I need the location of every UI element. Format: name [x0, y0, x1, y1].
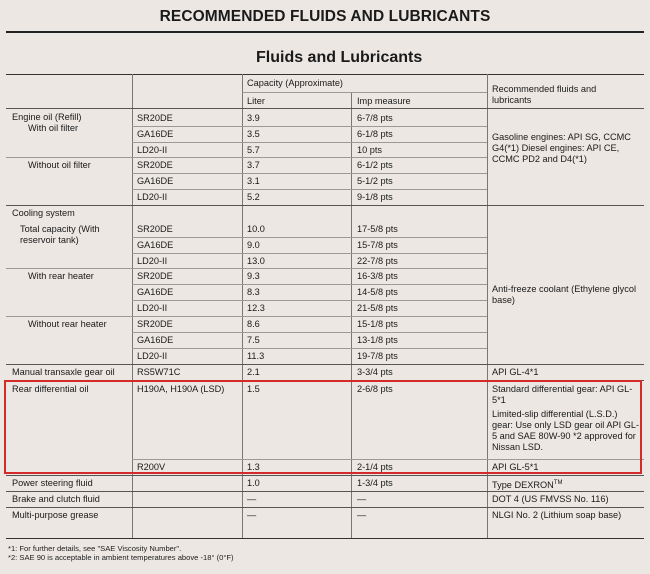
footnote-1: *1: For further details, see "SAE Viscosity Number". — [8, 544, 182, 553]
liter-cell: 5.7 — [247, 145, 260, 155]
liter-cell: 7.5 — [247, 335, 260, 345]
model-cell: GA16DE — [137, 176, 174, 186]
header-capacity: Capacity (Approximate) — [247, 78, 343, 88]
model-cell: GA16DE — [137, 129, 174, 139]
model-cell: GA16DE — [137, 240, 174, 250]
liter-cell: — — [247, 510, 257, 520]
table-top-rule — [6, 74, 644, 75]
without-oil-filter-label: Without oil filter — [28, 160, 91, 170]
model-cell: SR20DE — [137, 160, 173, 170]
liter-cell: 9.3 — [247, 271, 260, 281]
rear-differential-label: Rear differential oil — [12, 384, 89, 394]
row-rule — [132, 253, 487, 254]
liter-cell: 1.0 — [247, 478, 260, 488]
engine-oil-label: Engine oil (Refill) — [12, 112, 82, 122]
imp-cell: 2-1/4 pts — [357, 462, 393, 472]
row-rule — [132, 142, 487, 143]
imp-cell: 3-3/4 pts — [357, 367, 393, 377]
imp-cell: 19-7/8 pts — [357, 351, 398, 361]
row-rule — [132, 189, 487, 190]
liter-cell: 3.1 — [247, 176, 260, 186]
liter-cell: 8.3 — [247, 287, 260, 297]
without-rear-heater-label: Without rear heater — [28, 319, 107, 329]
grease-recommended: NLGI No. 2 (Lithium soap base) — [492, 510, 622, 520]
liter-cell: 3.7 — [247, 160, 260, 170]
model-cell: R200V — [137, 462, 166, 472]
row-rule — [132, 348, 487, 349]
liter-cell: 9.0 — [247, 240, 260, 250]
imp-cell: 17-5/8 pts — [357, 224, 398, 234]
liter-cell: 2.1 — [247, 367, 260, 377]
highlight-box — [4, 380, 642, 474]
header-recommended: Recommended fluids and lubricants — [492, 84, 597, 105]
section-title: Fluids and Lubricants — [256, 49, 423, 66]
liter-cell: 11.3 — [247, 351, 265, 361]
row-rule — [132, 300, 487, 301]
section-rule — [6, 475, 644, 476]
model-cell: H190A, H190A (LSD) — [137, 384, 225, 394]
imp-cell: 21-5/8 pts — [357, 303, 398, 313]
liter-cell: 12.3 — [247, 303, 265, 313]
engine-oil-recommended: Gasoline engines: API SG, CCMC G4(*1) Diesel engines: API CE, CCMC PD2 and D4(*1) — [492, 132, 631, 164]
with-oil-filter-label: With oil filter — [28, 123, 79, 133]
imp-cell: — — [357, 494, 367, 504]
liter-cell: 5.2 — [247, 192, 260, 202]
model-cell: GA16DE — [137, 287, 174, 297]
model-cell: GA16DE — [137, 335, 174, 345]
liter-cell: 13.0 — [247, 256, 265, 266]
imp-cell: 16-3/8 pts — [357, 271, 398, 281]
row-rule — [132, 173, 487, 174]
section-rule — [6, 364, 644, 365]
model-cell: SR20DE — [137, 113, 173, 123]
liter-cell: 10.0 — [247, 224, 265, 234]
imp-cell: 13-1/8 pts — [357, 335, 398, 345]
model-cell: LD20-II — [137, 145, 168, 155]
title-underline — [6, 31, 644, 33]
imp-cell: 6-1/8 pts — [357, 129, 393, 139]
imp-cell: 22-7/8 pts — [357, 256, 398, 266]
imp-cell: 5-1/2 pts — [357, 176, 393, 186]
imp-cell: 1-3/4 pts — [357, 478, 393, 488]
manual-transaxle-recommended: API GL-4*1 — [492, 367, 539, 377]
imp-cell: 10 pts — [357, 145, 383, 155]
header-sub-rule — [242, 92, 487, 93]
group-rule — [6, 316, 487, 317]
model-cell: RS5W71C — [137, 367, 181, 377]
header-bottom-rule — [6, 108, 644, 109]
header-liter: Liter — [247, 96, 265, 106]
power-steering-rec-text: Type DEXRON — [492, 480, 554, 491]
section-rule — [6, 507, 644, 508]
header-imp-measure: Imp measure — [357, 96, 411, 106]
power-steering-recommended — [492, 478, 562, 491]
group-rule — [6, 157, 487, 158]
imp-cell: 14-5/8 pts — [357, 287, 398, 297]
section-rule — [6, 491, 644, 492]
imp-cell: — — [357, 510, 367, 520]
cooling-recommended: Anti-freeze coolant (Ethylene glycol base) — [492, 284, 637, 305]
imp-cell: 6-7/8 pts — [357, 113, 393, 123]
imp-cell: 2-6/8 pts — [357, 384, 393, 394]
rear-diff-standard-rec: Standard differential gear: API GL-5*1 — [492, 384, 633, 405]
liter-cell: 8.6 — [247, 319, 260, 329]
section-rule — [6, 205, 644, 206]
imp-cell: 15-1/8 pts — [357, 319, 398, 329]
with-rear-heater-label: With rear heater — [28, 271, 94, 281]
footnote-2: *2: SAE 90 is acceptable in ambient temperatures above -18° (0°F) — [8, 553, 234, 562]
model-cell: LD20-II — [137, 256, 168, 266]
imp-cell: 6-1/2 pts — [357, 160, 393, 170]
grease-label: Multi-purpose grease — [12, 510, 99, 520]
liter-cell: 1.5 — [247, 384, 260, 394]
model-cell: LD20-II — [137, 303, 168, 313]
manual-transaxle-label: Manual transaxle gear oil — [12, 367, 115, 377]
rear-diff-r200v-rec: API GL-5*1 — [492, 462, 539, 472]
model-cell: SR20DE — [137, 224, 173, 234]
model-cell: LD20-II — [137, 351, 168, 361]
row-rule — [132, 332, 487, 333]
liter-cell: 1.3 — [247, 462, 260, 472]
page-title: RECOMMENDED FLUIDS AND LUBRICANTS — [159, 8, 491, 25]
brake-clutch-label: Brake and clutch fluid — [12, 494, 100, 504]
imp-cell: 9-1/8 pts — [357, 192, 393, 202]
row-rule — [132, 126, 487, 127]
row-rule — [132, 237, 487, 238]
table-bottom-rule — [6, 538, 644, 539]
liter-cell: 3.5 — [247, 129, 260, 139]
total-capacity-label: Total capacity (With reservoir tank) — [20, 224, 100, 245]
power-steering-label: Power steering fluid — [12, 478, 93, 488]
model-cell: SR20DE — [137, 319, 173, 329]
trademark-mark: TM — [553, 480, 563, 486]
group-rule — [6, 268, 487, 269]
imp-cell: 15-7/8 pts — [357, 240, 398, 250]
cooling-system-label: Cooling system — [12, 208, 75, 218]
brake-clutch-recommended: DOT 4 (US FMVSS No. 116) — [492, 494, 609, 504]
row-rule — [132, 284, 487, 285]
model-cell: SR20DE — [137, 271, 173, 281]
liter-cell: — — [247, 494, 257, 504]
liter-cell: 3.9 — [247, 113, 260, 123]
rear-diff-lsd-rec: Limited-slip differential (L.S.D.) gear: Use only LSD gear oil API GL-5 and SAE 80W-90 *2 approved for Nissan LSD. — [492, 409, 640, 452]
model-cell: LD20-II — [137, 192, 168, 202]
